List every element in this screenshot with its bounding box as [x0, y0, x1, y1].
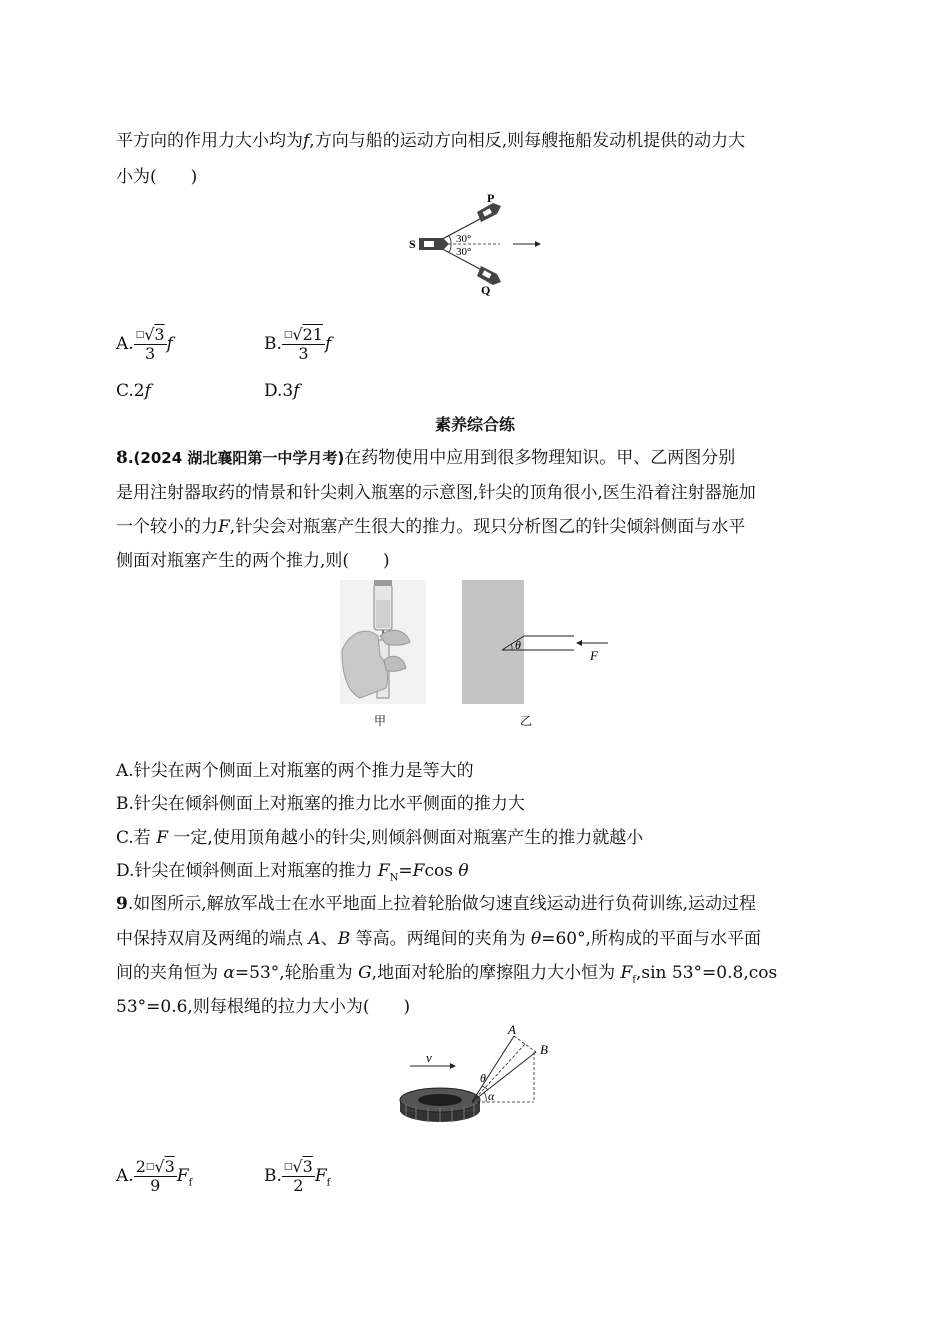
q9-line-4: 53°=0.6,则每根绳的拉力大小为( ) — [116, 997, 411, 1017]
needle-diagram — [462, 580, 612, 704]
radicand: 21 — [302, 325, 323, 344]
root-index: □ — [145, 1162, 155, 1172]
label-q: Q — [481, 283, 491, 297]
caption-yi: 乙 — [520, 714, 533, 728]
denominator: 3 — [145, 344, 156, 363]
option-text: 一定,使用顶角越小的针尖,则倾斜侧面对瓶塞产生的推力就越小 — [168, 828, 644, 848]
option-label: B. — [264, 334, 282, 354]
option-text: cos — [424, 861, 459, 881]
option-label: D.3 — [264, 381, 294, 401]
q8-line-4: 侧面对瓶塞产生的两个推力,则( ) — [116, 551, 390, 571]
q9-text: ,地面对轮胎的摩擦阻力大小恒为 — [371, 963, 621, 983]
q9-number: 9 — [116, 894, 128, 914]
option-label: B. — [264, 1166, 282, 1186]
var-theta: θ — [458, 861, 469, 881]
q7-option-d[interactable] — [264, 380, 300, 402]
q7-tugboat-figure — [405, 190, 545, 300]
q9-line-2 — [116, 928, 761, 950]
label-p: P — [487, 191, 495, 205]
q8-option-d[interactable] — [116, 860, 469, 889]
root-index: □ — [283, 330, 293, 340]
var-F: F — [156, 828, 169, 848]
q9-text: 等高。两绳间的夹角为 — [350, 929, 531, 949]
var-f: f — [293, 381, 300, 401]
q9-text: .如图所示,解放军战士在水平地面上拉着轮胎做匀速直线运动进行负荷训练,运动过程 — [127, 894, 757, 914]
q9-text: 、 — [320, 929, 338, 949]
subscript-f: f — [326, 1177, 331, 1189]
var-f: f — [324, 334, 332, 354]
equals: = — [398, 861, 413, 881]
q9-line-3 — [116, 962, 777, 991]
subscript-f: f — [188, 1177, 193, 1189]
label-A: A — [508, 1022, 516, 1037]
q8-source: .(2024 湖北襄阳第一中学月考) — [127, 449, 345, 467]
q8-option-a[interactable]: A.针尖在两个侧面上对瓶塞的两个推力是等大的 — [116, 761, 474, 781]
option-label: A. — [116, 334, 134, 354]
option-label: C.2 — [116, 381, 145, 401]
q8-number: 8 — [116, 448, 128, 468]
denominator: 3 — [298, 344, 309, 363]
tire-diagram — [396, 1022, 566, 1138]
var-F: F — [176, 1166, 189, 1186]
q7-b-fraction: $\frac{^□√21}{3}$ — [283, 325, 323, 363]
option-label: A. — [116, 1166, 134, 1186]
q8-option-c[interactable] — [116, 827, 643, 849]
var-F: F — [377, 861, 390, 881]
var-f: f — [144, 381, 151, 401]
label-B: B — [540, 1042, 548, 1057]
angle-bottom: 30° — [456, 246, 472, 258]
q9-text: =60°,所构成的平面与水平面 — [541, 929, 762, 949]
var-F: F — [314, 1166, 327, 1186]
label-F: F — [590, 648, 598, 663]
var-F: F — [412, 861, 425, 881]
q9-a-fraction: $\frac{2^□√3}{9}$ — [135, 1157, 175, 1195]
section-title: 素养综合练 — [434, 415, 515, 434]
q7-text: ,方向与船的运动方向相反,则每艘拖船发动机提供的动力大 — [309, 131, 746, 151]
q7-var-f: f — [303, 131, 310, 151]
var-alpha: α — [223, 963, 235, 983]
q8-line-3 — [116, 516, 745, 538]
root-index: □ — [283, 1162, 293, 1172]
q7-a-fraction: $\frac{^□√3}{3}$ — [135, 325, 165, 363]
radicand: 3 — [302, 1157, 313, 1176]
var-G: G — [358, 963, 372, 983]
q8-line-1 — [116, 447, 735, 469]
q9-text: 间的夹角恒为 — [116, 963, 224, 983]
q9-text: 中保持双肩及两绳的端点 — [116, 929, 309, 949]
q7-text: 平方向的作用力大小均为 — [116, 131, 303, 151]
q7-line-1 — [116, 130, 745, 152]
q7-option-a[interactable] — [116, 326, 173, 363]
denominator: 9 — [150, 1176, 161, 1195]
label-s: S — [409, 237, 416, 251]
root-index: □ — [135, 330, 145, 340]
q8-text: ,针尖会对瓶塞产生很大的推力。现只分析图乙的针尖倾斜侧面与水平 — [229, 517, 746, 537]
radicand: 3 — [154, 325, 165, 344]
q9-b-fraction: $\frac{^□√3}{2}$ — [283, 1157, 313, 1195]
q7-line-2: 小为( ) — [116, 167, 198, 187]
q9-text: ,sin 53°=0.8,cos — [635, 963, 778, 983]
label-theta: θ — [480, 1071, 486, 1085]
denominator: 2 — [293, 1176, 304, 1195]
q8-text: 在药物使用中应用到很多物理知识。甲、乙两图分别 — [344, 448, 736, 468]
radicand: 3 — [164, 1157, 175, 1176]
option-text: C.若 — [116, 828, 157, 848]
label-theta: θ — [515, 638, 521, 652]
var-B: B — [337, 929, 351, 949]
option-text: D.针尖在倾斜侧面上对瓶塞的推力 — [116, 861, 378, 881]
angle-top: 30° — [456, 233, 472, 245]
q7-option-b[interactable] — [264, 326, 331, 363]
coefficient: 2 — [135, 1157, 146, 1176]
label-v: v — [426, 1050, 432, 1065]
var-F: F — [218, 517, 230, 537]
q9-text: =53°,轮胎重为 — [234, 963, 359, 983]
var-theta: θ — [531, 929, 542, 949]
caption-jia: 甲 — [374, 714, 387, 728]
q8-option-b[interactable]: B.针尖在倾斜侧面上对瓶塞的推力比水平侧面的推力大 — [116, 794, 525, 814]
q9-line-1 — [116, 893, 756, 915]
subscript-N: N — [389, 872, 399, 884]
var-f: f — [166, 334, 173, 354]
label-alpha: α — [488, 1089, 495, 1103]
syringe-photo — [340, 580, 426, 704]
q8-line-2: 是用注射器取药的情景和针尖刺入瓶塞的示意图,针尖的顶角很小,医生沿着注射器施加 — [116, 483, 756, 503]
var-A: A — [308, 929, 321, 949]
q8-text: 一个较小的力 — [116, 517, 218, 537]
subscript-f: f — [632, 974, 636, 986]
q9-option-b[interactable] — [264, 1158, 330, 1195]
q9-option-a[interactable] — [116, 1158, 192, 1195]
var-F: F — [620, 963, 633, 983]
q7-option-c[interactable] — [116, 380, 151, 402]
